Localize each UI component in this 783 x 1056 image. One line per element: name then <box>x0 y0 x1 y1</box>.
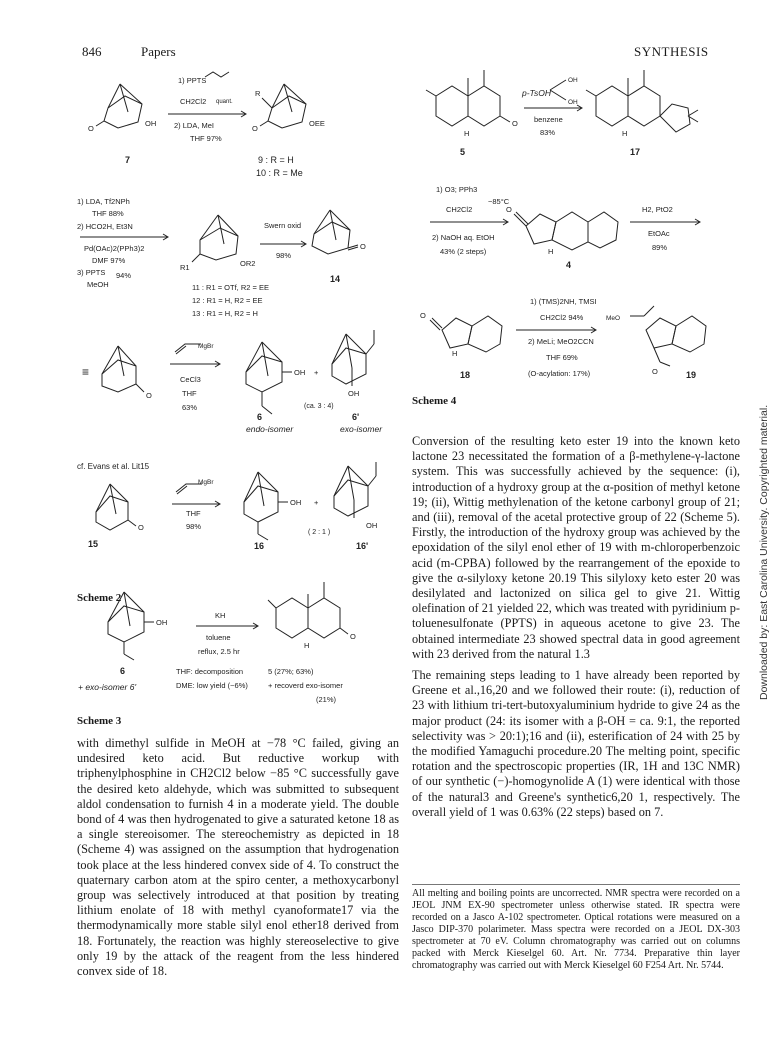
recovered: + recoverd exo-isomer <box>268 681 343 690</box>
structure-bond <box>366 344 374 354</box>
cond-5: DMF 97% <box>92 256 126 265</box>
scheme-left-row2 <box>77 197 366 318</box>
equiv-sign: ≡ <box>82 365 90 379</box>
structure-bond <box>334 466 348 496</box>
scheme-left-row4 <box>77 462 377 551</box>
r-sm5-h: H <box>464 129 470 138</box>
caption-scheme-2: Scheme 2 <box>77 592 122 604</box>
structure-bond <box>368 476 376 486</box>
structure-bond <box>644 306 654 316</box>
cmpd-11: 11 : R1 = OTf, R2 = EE <box>192 283 269 292</box>
right-paragraph-1: Conversion of the resulting keto ester 19 into the known keto lactone 23 necessitated the formation of a β-methylene-γ-lactone system. This was successfully achieved by the sequence: (i), introduction of a hydroxy group at the α-position of methyl ketone 19; (ii), Wittig methylenation of the ketone carbonyl group of 21; and (iii), removal of the acetal protective group of 22 (Scheme 5). Firstly, the introduction of the hydroxy group was achieved by the epoxidation of the silyl enol ether of 19 with m-chloroperbenzoic acid (m-CPBA) followed by the rearrangement of the epoxide to give the α-silyloxy ketone 20.19 This silyloxy keto ester 20 was desilylated and lactonized on silica gel to give 21. Wittig olefination of 21 yielded 22, which was treated with pyridinium p-toluenesulfonate (PPTS) in aqueous acetone to give 23. The obtained intermediate 23 showed spectral data in good agreement with 23 derived from the natural 1.3 <box>412 434 740 661</box>
yield-43: 43% (2 steps) <box>440 247 487 256</box>
structure-bond <box>260 121 268 126</box>
ratio-3-4: (ca. 3 : 4) <box>304 403 334 410</box>
cmpd-9: 9 : R = H <box>258 155 294 165</box>
footnote-text: All melting and boiling points are uncorrected. NMR spectra were recorded on a JEOL JNM EX-90 spectrometer unless otherwise stated. IR spectra were recorded on a Jasco A-102 spectrometer. Optical rotations were measured on a Jasco DIP-370 polarimeter. Mass spectra were recorded on a JEOL DX-303 spectrometer at 70 eV. Column chromatography was carried out on columns packed with Merck Kieselgel 60. Art. Nr. 7734. Preparative thin layer chromatography was carried out with Merck Kieselgel 60 F254 Art. Nr. 5744. <box>412 888 740 971</box>
structure-bond <box>246 342 262 372</box>
cmpd-16: 16 <box>254 541 265 551</box>
benzene-label: benzene <box>534 115 563 124</box>
download-watermark: Downloaded by: East Carolina University. Copyrighted material. <box>758 404 770 700</box>
cmpd-17: 17 <box>630 147 641 157</box>
diol-oh1: OH <box>568 77 578 84</box>
cmpd-6: 6 <box>257 412 263 422</box>
mgbr-label-2: MgBr <box>198 479 214 486</box>
structure-bond <box>526 214 556 244</box>
sm-o: O <box>146 391 152 400</box>
structure-bond <box>312 222 350 254</box>
cmpd-7: 7 <box>125 155 131 165</box>
structure-bond <box>272 84 284 108</box>
mgbr-label: MgBr <box>198 343 214 350</box>
cmpd-4: 4 <box>566 260 572 270</box>
scheme-right-row3 <box>420 297 706 380</box>
r1-label: R1 <box>180 263 190 272</box>
structure-bond <box>660 362 670 366</box>
structure-bond <box>552 212 588 250</box>
structure-bond <box>436 86 468 126</box>
footnote-divider <box>412 884 740 885</box>
thf-69: THF 69% <box>546 353 578 362</box>
or2-label: OR2 <box>240 259 256 268</box>
cond-4: Pd(OAc)2(PPh3)2 <box>84 244 145 253</box>
structure-bond <box>276 598 308 638</box>
result-5: 5 (27%; 63%) <box>268 667 314 676</box>
structure-bond <box>500 116 510 122</box>
exo-isomer-6p: + exo-isomer 6' <box>78 682 137 692</box>
prod16-oh: OH <box>290 498 302 507</box>
ptsoh-label: p-TsOH <box>522 88 551 98</box>
h2-pto2: H2, PtO2 <box>642 205 673 214</box>
toluene-label: toluene <box>206 633 231 642</box>
naoh-label: 2) NaOH aq. EtOH <box>432 233 495 242</box>
r18-o: O <box>420 311 426 320</box>
meli-label: 2) MeLi; MeO2CCN <box>528 337 594 346</box>
plus-sign-2: + <box>314 498 319 507</box>
structure-bond <box>104 96 142 128</box>
structure-bond <box>118 346 124 376</box>
structure-bond <box>586 90 596 96</box>
prod5-o: O <box>350 632 356 641</box>
ratio-2-1: ( 2 : 1 ) <box>308 529 331 536</box>
cond-2: THF 88% <box>92 209 124 218</box>
section-label: Papers <box>141 44 176 59</box>
structure-bond <box>268 600 276 608</box>
structure-bond <box>218 215 238 236</box>
structure-bond <box>200 215 218 240</box>
structure-bond <box>258 534 268 540</box>
r18-h: H <box>452 349 458 358</box>
structure-bond <box>672 316 706 352</box>
cmpd-19: 19 <box>686 370 697 380</box>
thf-label-2: THF <box>186 509 201 518</box>
enone-o: O <box>506 205 512 214</box>
structure-bond <box>308 598 340 638</box>
structure-bond <box>268 96 306 128</box>
structure-bond <box>205 72 229 77</box>
caption-scheme-4: Scheme 4 <box>412 395 457 407</box>
cmpd-18: 18 <box>460 370 471 380</box>
yield-98: 98% <box>186 522 202 531</box>
o-acylation: (O-acylation: 17%) <box>528 369 591 378</box>
o3-label: 1) O3; PPh3 <box>436 185 478 194</box>
tms-label: 1) (TMS)2NH, TMSI <box>530 297 597 306</box>
cmpd-15: 15 <box>88 539 99 549</box>
structure-bond <box>468 316 502 352</box>
thf-decomp: THF: decomposition <box>176 667 244 676</box>
cmpd-5: 5 <box>460 147 466 157</box>
thf-label: THF <box>182 389 197 398</box>
left-paragraph: with dimethyl sulfide in MeOH at −78 °C failed, giving an undesired keto acid. But reductive workup with triphenylphosphine in CH2Cl2 below −85 °C successfully gave the desired keto aldehyde, which was submitted to subsequent aldol condensation to furnish 4 in a moderate yield. The double bond of 4 was then hydrogenated to give a saturated ketone 18 as a single stereoisomer. The stereochemistry as depicted in 18 (Scheme 4) was assigned on the assumption that hydrogenation took place at the less hindered convex side of 4. To construct the quaternary carbon atom at the spiro center, a methoxycarbonyl group was selectively introduced at that position by treating lithium enolate of 18 with methyl cyanoformate17 via the thermodynamically more stable silyl enol ether18 derived from 18. Fortunately, the reaction was highly stereoselective to give only 19 by the attack of the reagent from the less hindered convex side of 18. <box>77 736 399 979</box>
reflux-label: reflux, 2.5 hr <box>198 647 240 656</box>
ch2cl2-94: CH2Cl2 94% <box>540 313 584 322</box>
structure-bond <box>332 334 346 364</box>
right-column-text <box>412 434 740 820</box>
structure-bond <box>550 90 566 100</box>
reagent-quant: quant. <box>216 99 233 105</box>
r-sm5-o: O <box>512 119 518 128</box>
structure-bond <box>244 472 258 502</box>
prod16p-oh: OH <box>366 521 378 530</box>
diol-oh2: OH <box>568 99 578 106</box>
cmpd-14: 14 <box>330 274 341 284</box>
r19-o: O <box>652 367 658 376</box>
cmpd-6-r5: 6 <box>120 666 126 676</box>
cond-8: 94% <box>116 271 132 280</box>
reagent-ppts: 1) PPTS <box>178 76 207 85</box>
right-paragraph-2: The remaining steps leading to 1 have already been reported by Greene et al.,16,20 and we followed their route: (i), reduction of 23 with lithium tri-tert-butoxyaluminium hydride to give 24 as the major product (24: its isomer with a β-OH = ca. 9:1, the reported selectivity was > 20:1);16 and (ii), esterification of 24 with 25 by the modified Yamaguchi procedure.20 The melting point, specific rotation and the spectroscopic properties (IR, 1H and 13C NMR) of our synthetic (−)-homogynolide A (1) were identical with those of the natural3 and Greene's synthetic6,20 1, respectively. The overall yield of 1 was 0.63% (22 steps) based on 7. <box>412 668 740 819</box>
caption-scheme-3: Scheme 3 <box>77 715 122 727</box>
kh-label: KH <box>215 611 226 620</box>
cmpd-6p: 6' <box>352 412 360 422</box>
reagent-ch2cl2: CH2Cl2 <box>180 97 207 106</box>
swern-yield: 98% <box>276 251 292 260</box>
structure-bond <box>628 86 660 126</box>
r17-h: H <box>622 129 628 138</box>
structure-bond <box>124 654 134 660</box>
structure-bond <box>262 98 272 108</box>
page-number: 846 <box>82 44 102 59</box>
sm6-oh: OH <box>156 618 168 627</box>
structure-bond <box>468 86 500 126</box>
recovered-pct: (21%) <box>316 695 337 704</box>
structure-bond <box>654 348 660 362</box>
prod6-oh: OH <box>294 368 306 377</box>
cond-1: 1) LDA, Tf2NPh <box>77 197 130 206</box>
cecl3-label: CeCl3 <box>180 375 201 384</box>
structure-bond <box>96 496 128 530</box>
endo-label: endo-isomer <box>246 424 294 434</box>
prod-o-label: O <box>252 124 258 133</box>
structure-bond <box>262 406 272 414</box>
prod5-h: H <box>304 641 310 650</box>
reagent-lda: 2) LDA, MeI <box>174 121 215 130</box>
prod-oee-label: OEE <box>309 119 325 128</box>
cmpd-10: 10 : R = Me <box>256 168 303 178</box>
reagent-thf: THF 97% <box>190 134 222 143</box>
cond-6: 3) PPTS <box>77 268 106 277</box>
cond-7: MeOH <box>87 280 109 289</box>
prod6p-oh: OH <box>348 389 360 398</box>
structure-bond <box>550 80 566 90</box>
structure-bond <box>192 254 200 262</box>
cmpd-12: 12 : R1 = H, R2 = EE <box>192 296 263 305</box>
yield-63: 63% <box>182 403 198 412</box>
left-column-text <box>77 736 399 979</box>
scheme-left-row3 <box>82 330 383 434</box>
prod-r-label: R <box>255 89 261 98</box>
structure-bond <box>426 90 436 96</box>
scheme-right-row2 <box>430 185 700 270</box>
structure-bond <box>688 110 698 116</box>
sm-oh-label: OH <box>145 119 157 128</box>
yield-89: 89% <box>652 243 668 252</box>
exo-label: exo-isomer <box>340 424 383 434</box>
journal-name: SYNTHESIS <box>634 44 709 59</box>
structure-bond <box>596 86 628 126</box>
cf-evans: cf. Evans et al. Lit15 <box>77 462 150 471</box>
cmpd-13: 13 : R1 = H, R2 = H <box>192 309 258 318</box>
temp-label: −85°C <box>488 197 510 206</box>
swern-label: Swern oxid <box>264 221 302 230</box>
r4-h: H <box>548 247 554 256</box>
ketone-o-label: O <box>360 242 366 251</box>
structure-bond <box>660 104 690 132</box>
structure-bond <box>442 318 472 348</box>
cond-3: 2) HCO2H, Et3N <box>77 222 133 231</box>
structure-bond <box>340 628 348 634</box>
structure-bond <box>128 520 136 526</box>
yield-83: 83% <box>540 128 556 137</box>
etoac-label: EtOAc <box>648 229 670 238</box>
plus-sign: + <box>314 368 319 377</box>
structure-bond <box>108 84 120 108</box>
structure-bond <box>96 121 104 126</box>
dme-low: DME: low yield (~6%) <box>176 681 248 690</box>
structure-bond <box>588 212 618 248</box>
r19-meo: MeO <box>606 315 621 322</box>
ch2cl2-r2: CH2Cl2 <box>446 205 473 214</box>
structure-bond <box>314 210 330 234</box>
scheme-left-row1 <box>88 72 325 178</box>
structure-bond <box>646 318 676 348</box>
scheme-right-row1 <box>426 70 698 157</box>
sm-o-label: O <box>88 124 94 133</box>
structure-bond <box>136 384 144 392</box>
structure-bond <box>102 346 118 374</box>
sm15-o: O <box>138 523 144 532</box>
cmpd-16p: 16' <box>356 541 369 551</box>
